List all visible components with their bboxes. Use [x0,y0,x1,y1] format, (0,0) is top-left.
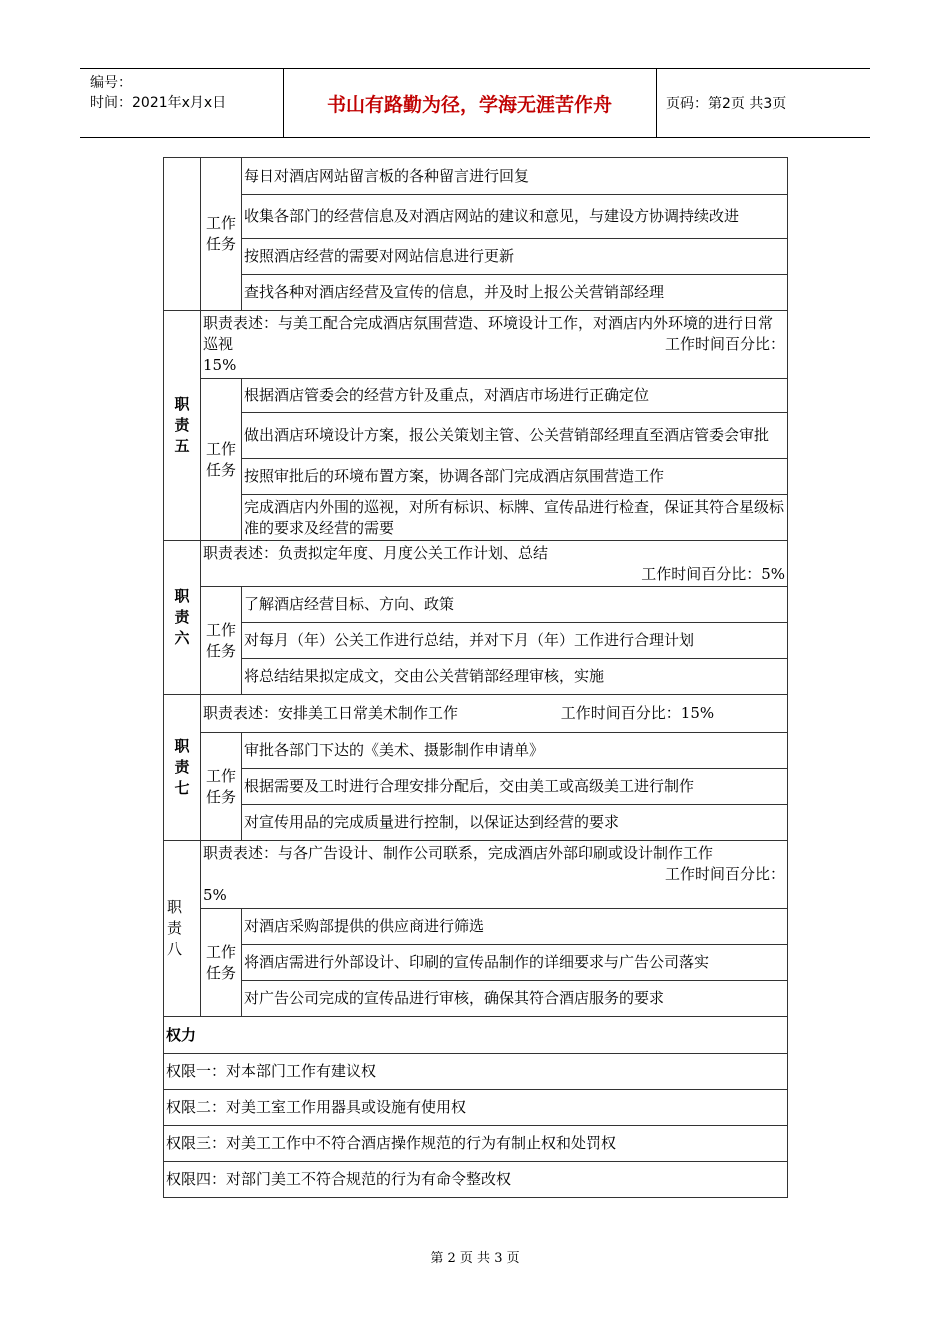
table-row [164,495,788,541]
task-label: 工作 任务 [201,158,242,311]
authority-heading: 权力 [164,1017,788,1054]
duty-desc-text: 职责表述：与美工配合完成酒店氛围营造、环境设计工作，对酒店内外环境的进行日常巡视 [203,314,774,353]
table-row [164,1054,788,1090]
duty-table [163,157,788,1198]
table-row [164,769,788,805]
time-pct-label: 工作时间百分比： [664,865,785,883]
duty-desc-text: 职责表述：与各广告设计、制作公司联系，完成酒店外部印刷或设计制作工作 [203,844,714,862]
table-row [164,981,788,1017]
time-pct: 工作时间百分比：15% [560,704,715,722]
time-pct-value: 15% [203,356,237,374]
authority-item: 权限四：对部门美工不符合规范的行为有命令整改权 [164,1162,788,1198]
table-row [164,541,788,587]
duty-desc-5 [201,311,788,379]
task-label: 工作 任务 [201,909,242,1017]
table-row [164,1017,788,1054]
task-item: 按照审批后的环境布置方案，协调各部门完成酒店氛围营造工作 [242,459,788,495]
header-motto: 书山有路勤为径，学海无涯苦作舟 [326,93,612,116]
table-row [164,1090,788,1126]
task-label: 工作 任务 [201,733,242,841]
task-item: 根据需要及工时进行合理安排分配后，交由美工或高级美工进行制作 [242,769,788,805]
table-row [164,659,788,695]
task-label: 工作 任务 [201,587,242,695]
table-row [164,413,788,459]
task-label: 工作 任务 [201,379,242,541]
task-item: 对广告公司完成的宣传品进行审核，确保其符合酒店服务的要求 [242,981,788,1017]
task-item: 了解酒店经营目标、方向、政策 [242,587,788,623]
task-item: 完成酒店内外围的巡视，对所有标识、标牌、宣传品进行检查，保证其符合星级标准的要求及经营的需要 [242,495,788,541]
table-row [164,275,788,311]
table-row [164,158,788,195]
table-row [164,841,788,909]
task-item: 按照酒店经营的需要对网站信息进行更新 [242,239,788,275]
header-divider [656,69,657,137]
duty-desc-text: 职责表述：负责拟定年度、月度公关工作计划、总结 [203,543,549,562]
table-row [164,459,788,495]
task-item: 收集各部门的经营信息及对酒店网站的建议和意见，与建设方协调持续改进 [242,195,788,239]
task-item: 对每月（年）公关工作进行总结，并对下月（年）工作进行合理计划 [242,623,788,659]
table-row [164,733,788,769]
table-row [164,909,788,945]
task-item: 将总结结果拟定成文，交由公关营销部经理审核，实施 [242,659,788,695]
task-item: 对宣传用品的完成质量进行控制，以保证达到经营的要求 [242,805,788,841]
table-row [164,805,788,841]
duty-desc-6 [201,541,788,587]
duty-title-7: 职 责 七 [164,695,201,841]
task-item: 将酒店需进行外部设计、印刷的宣传品制作的详细要求与广告公司落实 [242,945,788,981]
table-row [164,379,788,413]
table-row [164,1126,788,1162]
table-row [164,311,788,379]
date-text: 时间：2021年x月x日 [90,95,227,111]
table-row [164,587,788,623]
duty-desc-8 [201,841,788,909]
authority-item: 权限二：对美工室工作用器具或设施有使用权 [164,1090,788,1126]
time-pct-value: 5% [203,886,227,904]
header-page-info: 页码：第2页 共3页 [666,96,787,112]
duty-title-5: 职 责 五 [164,311,201,541]
table-row [164,1162,788,1198]
task-item: 做出酒店环境设计方案，报公关策划主管、公关营销部经理直至酒店管委会审批 [242,413,788,459]
time-pct-label: 工作时间百分比： [664,335,785,353]
table-row [164,195,788,239]
table-row [164,695,788,733]
page-footer: 第 2 页 共 3 页 [430,1251,520,1266]
header-meta [90,73,226,113]
authority-item: 权限三：对美工工作中不符合酒店操作规范的行为有制止权和处罚权 [164,1126,788,1162]
table-row [164,945,788,981]
duty-desc-text: 职责表述：安排美工日常美术制作工作 [203,704,459,722]
task-item: 查找各种对酒店经营及宣传的信息，并及时上报公关营销部经理 [242,275,788,311]
table-row [164,623,788,659]
task-item: 对酒店采购部提供的供应商进行筛选 [242,909,788,945]
duty-title-8: 职 责 八 [164,841,201,1017]
task-item: 审批各部门下达的《美术、摄影制作申请单》 [242,733,788,769]
serial-label: 编号： [90,75,132,91]
time-pct: 工作时间百分比：5% [641,564,785,583]
duty-title-6: 职 责 六 [164,541,201,695]
duty-title-cont [164,158,201,311]
authority-item: 权限一：对本部门工作有建议权 [164,1054,788,1090]
table-row [164,239,788,275]
task-item: 根据酒店管委会的经营方针及重点，对酒店市场进行正确定位 [242,379,788,413]
task-item: 每日对酒店网站留言板的各种留言进行回复 [242,158,788,195]
page-header [80,68,870,138]
duty-desc-7 [201,695,788,733]
